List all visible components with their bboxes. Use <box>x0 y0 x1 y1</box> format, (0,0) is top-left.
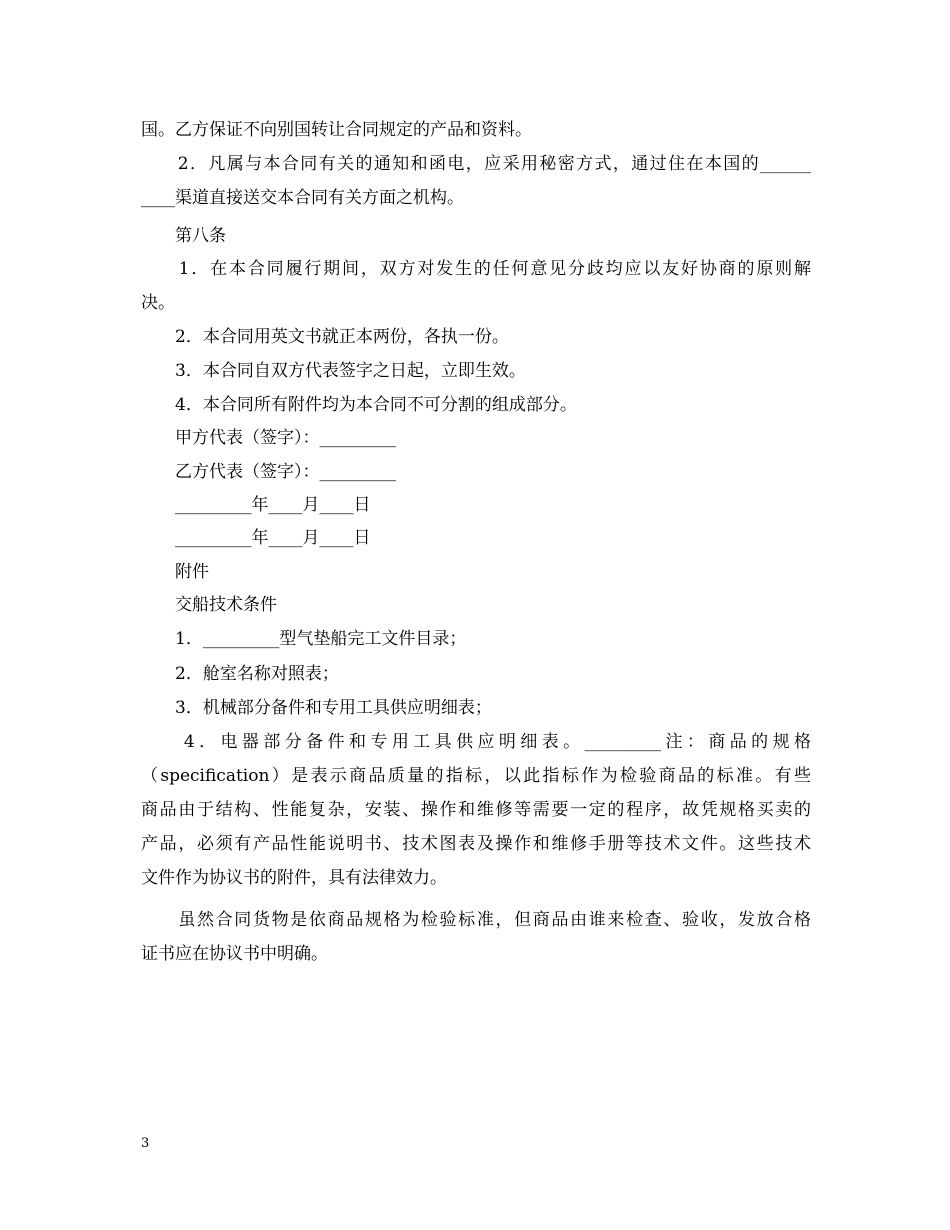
attachment-heading: 附件 <box>141 562 209 582</box>
list-item: 2．舱室名称对照表； <box>141 664 339 684</box>
text-line: 1．在本合同履行期间，双方对发生的任何意见分歧均应以友好协商的原则解 <box>141 259 811 279</box>
date-line: _________年____月____日 <box>141 528 371 548</box>
section-heading: 第八条 <box>141 226 226 246</box>
list-item: 4．电器部分备件和专用工具供应明细表。_________注：商品的规格 <box>141 732 811 752</box>
text-line: （specification）是表示商品质量的指标，以此指标作为检验商品的标准。有些 <box>141 766 811 786</box>
text-line: ____渠道直接送交本合同有关方面之机构。 <box>141 188 464 208</box>
text-line: 4．本合同所有附件均为本合同不可分割的组成部分。 <box>141 395 577 415</box>
text-line: 2．凡属与本合同有关的通知和函电，应采用秘密方式，通过住在本国的______ <box>141 154 811 174</box>
text-line: 文件作为协议书的附件，具有法律效力。 <box>141 868 447 888</box>
signature-line-party-a: 甲方代表（签字）：_________ <box>141 428 396 448</box>
text-line: 决。 <box>141 293 175 313</box>
text-line: 3．本合同自双方代表签字之日起，立即生效。 <box>141 361 526 381</box>
text-line: 国。乙方保证不向别国转让合同规定的产品和资料。 <box>141 120 532 140</box>
list-item: 1．_________型气垫船完工文件目录； <box>141 629 467 649</box>
signature-line-party-b: 乙方代表（签字）：_________ <box>141 462 396 482</box>
text-line: 证书应在协议书中明确。 <box>141 944 328 964</box>
text-line: 2．本合同用英文书就正本两份，各执一份。 <box>141 327 509 347</box>
text-line: 虽然合同货物是依商品规格为检验标准，但商品由谁来检查、验收，发放合格 <box>141 910 811 930</box>
text-line: 产品，必须有产品性能说明书、技术图表及操作和维修手册等技术文件。这些技术 <box>141 834 811 854</box>
attachment-title: 交船技术条件 <box>141 595 277 615</box>
list-item: 3．机械部分备件和专用工具供应明细表； <box>141 698 492 718</box>
date-line: _________年____月____日 <box>141 495 371 515</box>
text-line: 商品由于结构、性能复杂，安装、操作和维修等需要一定的程序，故凭规格买卖的 <box>141 800 811 820</box>
page-number: 3 <box>141 1136 150 1151</box>
